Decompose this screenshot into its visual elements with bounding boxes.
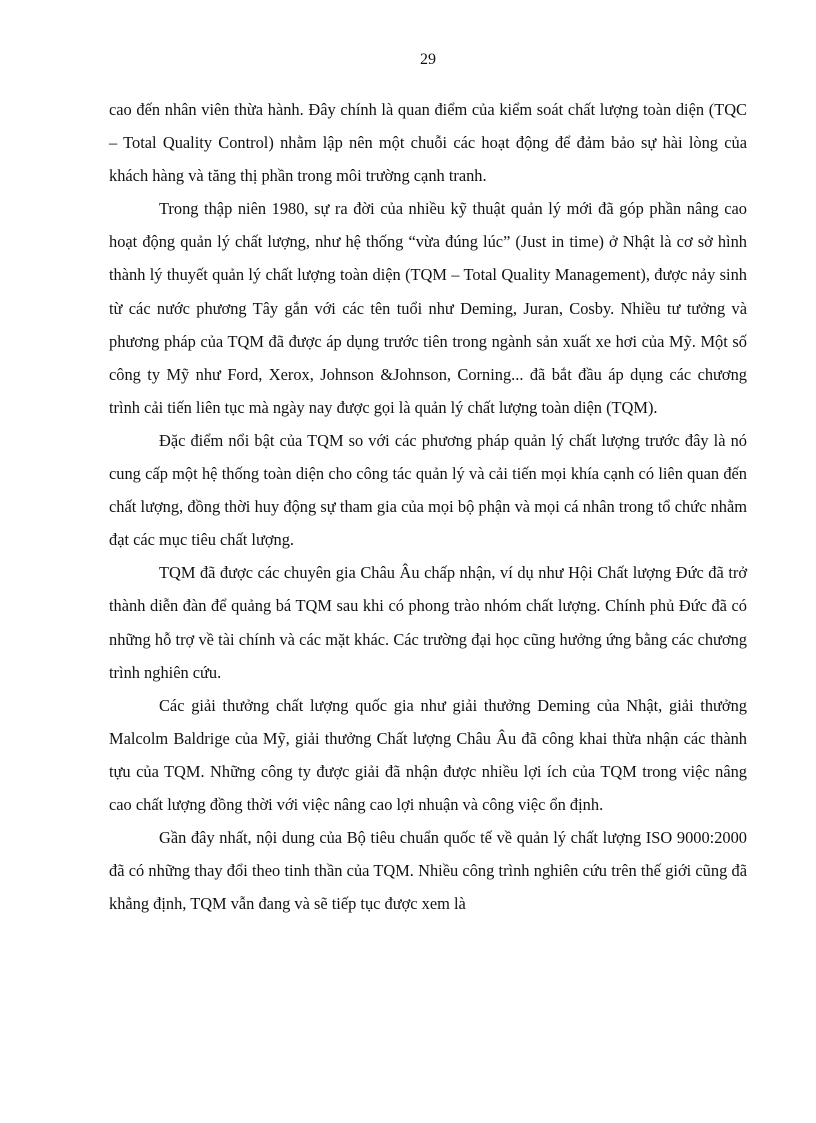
paragraph-tqm-europe: TQM đã được các chuyên gia Châu Âu chấp nhận, ví dụ như Hội Chất lượng Đức đã trở thành diễn đàn để quảng bá TQM sau khi có phong trào nhóm chất lượng. Chính phủ Đức đã có những hỗ trợ về tài chính và các mặt khác. Các trường đại học cũng hưởng ứng bằng các chương trình nghiên cứu. (109, 563, 747, 682)
paragraph-iso-9000: Gần đây nhất, nội dung của Bộ tiêu chuẩn quốc tế về quản lý chất lượng ISO 9000:2000 đã có những thay đổi theo tinh thần của TQM. Nhiều công trình nghiên cứu trên thế giới cũng đã khẳng định, TQM vẫn đang và sẽ tiếp tục được xem là (109, 828, 747, 914)
page-number: 29 (420, 51, 436, 68)
paragraph-tqm-origin: Trong thập niên 1980, sự ra đời của nhiều kỹ thuật quản lý mới đã góp phần nâng cao hoạt động quản lý chất lượng, như hệ thống “vừa đúng lúc” (Just in time) ở Nhật là cơ sở hình thành lý thuyết quản lý chất lượng toàn diện (TQM – Total Quality Management), được nảy sinh từ các nước phương Tây gắn với các tên tuổi như Deming, Juran, Cosby. Nhiều tư tưởng và phương pháp của TQM đã được áp dụng trước tiên trong ngành sản xuất xe hơi của Mỹ. Một số công ty Mỹ như Ford, Xerox, Johnson &Johnson, Corning... đã bắt đầu áp dụng các chương trình cải tiến liên tục mà ngày nay được gọi là quản lý chất lượng toàn diện (TQM). (109, 199, 747, 417)
paragraph-quality-awards: Các giải thưởng chất lượng quốc gia như giải thưởng Deming của Nhật, giải thưởng Malcolm Baldrige của Mỹ, giải thưởng Chất lượng Châu Âu đã công khai thừa nhận các thành tựu của TQM. Những công ty được giải đã nhận được nhiều lợi ích của TQM trong việc nâng cao chất lượng đồng thời với việc nâng cao lợi nhuận và công việc ổn định. (109, 695, 747, 814)
paragraph-tqm-features: Đặc điểm nổi bật của TQM so với các phương pháp quản lý chất lượng trước đây là nó cung cấp một hệ thống toàn diện cho công tác quản lý và cải tiến mọi khía cạnh có liên quan đến chất lượng, đồng thời huy động sự tham gia của mọi bộ phận và mọi cá nhân trong tổ chức nhằm đạt các mục tiêu chất lượng. (109, 430, 747, 550)
paragraph-continuation: cao đến nhân viên thừa hành. Đây chính là quan điểm của kiểm soát chất lượng toàn diện (TQC – Total Quality Control) nhằm lập nên một chuỗi các hoạt động để đảm bảo sự hài lòng của khách hàng và tăng thị phần trong môi trường cạnh tranh. (109, 100, 747, 186)
body-text (109, 93, 747, 920)
